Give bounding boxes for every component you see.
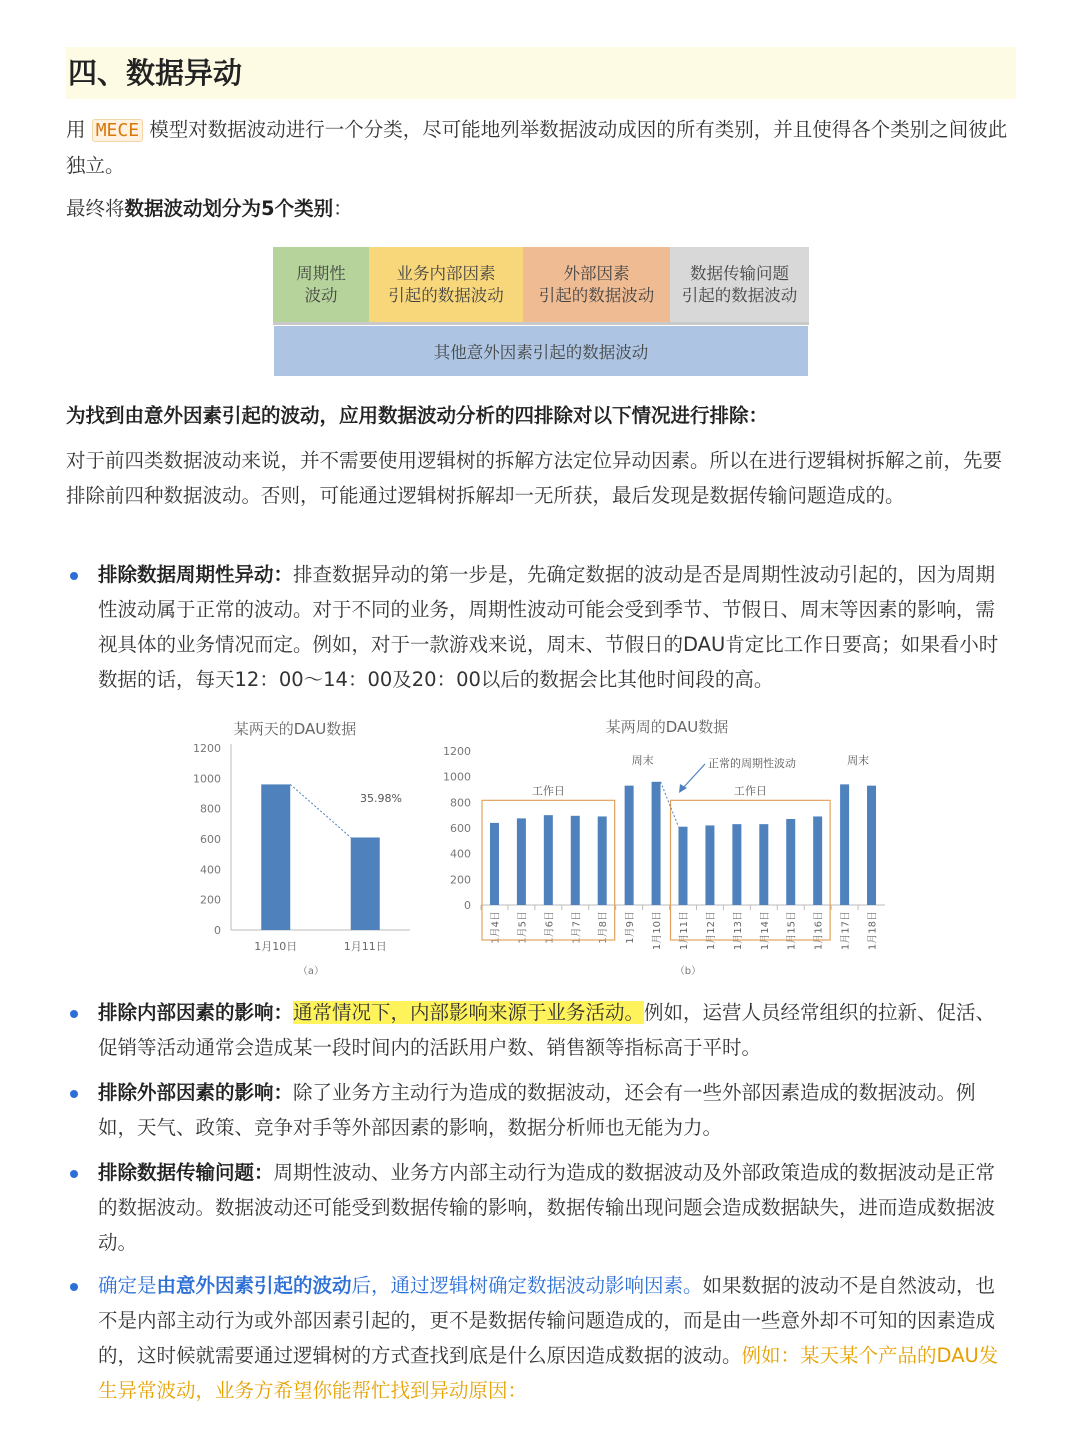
chart-two-days xyxy=(185,710,420,980)
y-tick-label: 400 xyxy=(450,847,471,861)
category-label: 外部因素 xyxy=(563,263,630,283)
bar xyxy=(517,818,526,905)
y-tick-label: 1200 xyxy=(443,745,471,758)
y-tick-label: 400 xyxy=(200,863,221,877)
x-tick-label: 1月10日 xyxy=(652,911,664,951)
chart-caption: （a） xyxy=(297,966,325,977)
bar xyxy=(705,825,714,905)
bullet-logic-tree xyxy=(98,1268,1014,1408)
bullet-internal xyxy=(98,995,1014,1065)
bar xyxy=(732,824,741,905)
category-other: 其他意外因素引起的数据波动 xyxy=(274,326,808,376)
paragraph-2: 对于前四类数据波动来说，并不需要使用逻辑树的拆解方法定位异动因素。所以在进行逻辑树拆解之前，先要排除前四种数据波动。否则，可能通过逻辑树拆解却一无所获，最后发现是数据传输问题造成的。 xyxy=(66,449,1003,507)
x-tick-label: 1月14日 xyxy=(759,911,771,951)
weekday-label: 工作日 xyxy=(733,784,767,798)
final-paragraph xyxy=(66,191,1014,226)
y-tick-label: 0 xyxy=(214,924,221,937)
bar xyxy=(759,824,768,905)
weekday-label: 工作日 xyxy=(531,784,565,798)
arrow-line xyxy=(683,764,705,788)
x-tick-label: 1月6日 xyxy=(544,911,556,944)
y-tick-label: 600 xyxy=(450,822,471,835)
trend-line xyxy=(661,782,679,827)
y-tick-label: 200 xyxy=(450,873,471,887)
chart-two-weeks xyxy=(435,710,895,980)
bar xyxy=(652,782,661,905)
y-tick-label: 800 xyxy=(450,796,471,810)
category-label: 引起的数据波动 xyxy=(681,285,798,305)
bar xyxy=(261,784,290,930)
percent-annotation: 35.98% xyxy=(360,792,402,805)
y-tick-label: 1000 xyxy=(193,772,221,786)
bullet-dot xyxy=(70,1090,78,1098)
x-tick-label: 1月7日 xyxy=(571,911,583,944)
x-tick-label: 1月10日 xyxy=(254,940,298,953)
category-label: 引起的数据波动 xyxy=(388,285,504,305)
y-tick-label: 1000 xyxy=(443,770,471,784)
x-tick-label: 1月8日 xyxy=(598,911,610,944)
x-tick-label: 1月13日 xyxy=(732,911,744,951)
bullet-body: 周期性波动、业务方内部主动行为造成的数据波动及外部政策造成的数据波动是正常的数据波动。数据波动还可能受到数据传输的影响，数据传输出现问题会造成数据缺失，进而造成数据波动。 xyxy=(98,1161,996,1254)
bullet-bold: 排除外部因素的影响： xyxy=(98,1081,294,1104)
x-tick-label: 1月11日 xyxy=(343,940,387,953)
x-tick-label: 1月4日 xyxy=(490,911,502,944)
blue-bold-text: 由意外因素引起的波动 xyxy=(156,1274,352,1297)
chart-title: 某两周的DAU数据 xyxy=(605,718,729,736)
category-label: 业务内部因素 xyxy=(396,263,496,283)
weekday-box xyxy=(671,800,831,940)
highlighted-text: 通常情况下，内部影响来源于业务活动。 xyxy=(293,1001,645,1024)
chart-caption: （b） xyxy=(674,966,702,977)
x-tick-label: 1月11日 xyxy=(679,911,690,951)
heading-box xyxy=(66,47,1016,99)
y-tick-label: 0 xyxy=(464,899,471,912)
weekend-label: 周末 xyxy=(631,754,654,767)
intro-prefix: 用 xyxy=(66,118,86,141)
chart-title: 某两天的DAU数据 xyxy=(233,720,357,738)
bullet-external xyxy=(98,1075,1014,1145)
section-heading: 四、数据异动 xyxy=(68,56,243,90)
intro-suffix: 模型对数据波动进行一个分类，尽可能地列举数据波动成因的所有类别，并且使得各个类别之间彼此独立。 xyxy=(66,118,1008,177)
y-tick-label: 600 xyxy=(200,833,221,846)
x-tick-label: 1月16日 xyxy=(813,911,825,951)
bullet-bold: 排除数据周期性异动： xyxy=(98,563,294,586)
bar xyxy=(571,816,580,905)
category-label: 数据传输问题 xyxy=(690,263,789,283)
bar xyxy=(598,816,607,905)
category-label: 周期性 xyxy=(296,263,346,283)
bar xyxy=(786,819,795,905)
bar xyxy=(351,837,380,930)
bullet-dot xyxy=(70,1283,78,1291)
category-label: 引起的数据波动 xyxy=(538,285,655,305)
bullet-body: 除了业务方主动行为造成的数据波动，还会有一些外部因素造成的数据波动。例如，天气、政策、竞争对手等外部因素的影响，数据分析师也无能为力。 xyxy=(98,1081,976,1139)
bar xyxy=(625,786,634,905)
category-external xyxy=(523,247,670,325)
mece-code-tag: MECE xyxy=(92,119,143,142)
bullet-dot xyxy=(70,572,78,580)
category-transmission xyxy=(670,247,809,325)
bullet-bold: 排除内部因素的影响： xyxy=(98,1001,294,1024)
bullet-bold: 排除数据传输问题： xyxy=(98,1161,274,1184)
weekend-label: 周末 xyxy=(847,754,870,767)
category-periodic xyxy=(273,247,369,325)
final-prefix: 最终将 xyxy=(66,197,125,220)
bar xyxy=(679,827,688,905)
bullet-transmission xyxy=(98,1155,1014,1260)
final-bold: 数据波动划分为5个类别 xyxy=(124,197,334,220)
bar xyxy=(544,815,553,905)
blue-text: 后，通过逻辑树确定数据波动影响因素。 xyxy=(351,1274,703,1297)
trend-line xyxy=(290,784,351,837)
bullet-dot xyxy=(70,1170,78,1178)
bar xyxy=(867,786,876,905)
x-tick-label: 1月9日 xyxy=(625,911,637,944)
x-tick-label: 1月15日 xyxy=(786,911,798,951)
x-tick-label: 1月18日 xyxy=(867,911,879,951)
bullet-body: 排查数据异动的第一步是，先确定数据的波动是否是周期性波动引起的，因为周期性波动属于正常的波动。对于不同的业务，周期性波动可能会受到季节、节假日、周末等因素的影响，需视具体的业务情况而定。例如，对于一款游戏来说，周末、节假日的DAU肯定比工作日要高；如果看小时数据的话，每天12：00～14：00及20：00以后的数据会比其他时间段的高。 xyxy=(98,563,999,691)
category-label: 波动 xyxy=(304,285,338,305)
bullet-body: 如果数据的波动不是自然波动，也不是内部主动行为或外部因素引起的，更不是数据传输问题造成的，而是由一些意外却不可知的因素造成的，这时候就需要通过逻辑树的方式查找到底是什么原因造成数据的波动。 xyxy=(98,1274,996,1367)
bar xyxy=(490,823,499,905)
y-tick-label: 200 xyxy=(200,893,221,907)
blue-text: 确定是 xyxy=(98,1274,157,1297)
final-suffix: ： xyxy=(333,197,353,220)
normal-fluctuation-label: 正常的周期性波动 xyxy=(708,757,796,770)
bar xyxy=(813,816,822,905)
subheading: 为找到由意外因素引起的波动，应用数据波动分析的四排除对以下情况进行排除： xyxy=(66,404,769,427)
bullet-periodic xyxy=(98,557,1014,697)
y-tick-label: 1200 xyxy=(193,742,221,755)
x-tick-label: 1月5日 xyxy=(517,911,529,944)
x-tick-label: 1月12日 xyxy=(705,911,717,951)
orange-example-text: 例如：某天某个产品的DAU发生异常波动，业务方希望你能帮忙找到异动原因： xyxy=(98,1344,999,1402)
bar xyxy=(840,784,849,905)
intro-paragraph xyxy=(66,112,1014,183)
bullet-body: 例如，运营人员经常组织的拉新、促活、促销等活动通常会造成某一段时间内的活跃用户数、销售额等指标高于平时。 xyxy=(98,1001,996,1059)
bullet-dot xyxy=(70,1010,78,1018)
category-internal xyxy=(369,247,523,325)
x-tick-label: 1月17日 xyxy=(840,911,852,951)
y-tick-label: 800 xyxy=(200,802,221,816)
